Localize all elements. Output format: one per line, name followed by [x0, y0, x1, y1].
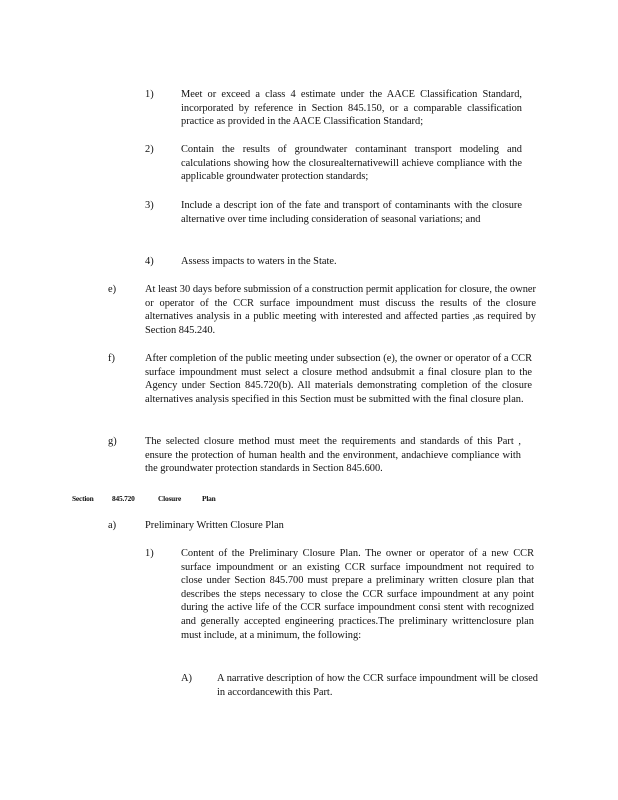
item-text: Include a descript ion of the fate and transport of contaminants with the closure alternative over time including consideration of seasonal variations; and: [181, 200, 522, 225]
section-title-word: Closure: [158, 494, 182, 503]
item-text: At least 30 days before submission of a construction permit application for closure, the owner or operator of the CCR surface impoundment must discuss the results of the closure alternatives analysis in a public meeting with interested and affected parties ,as required by Section 845.240.: [145, 284, 536, 336]
subsection-title: Preliminary Written Closure Plan: [145, 520, 284, 531]
item-label: 4): [145, 256, 154, 267]
item-label: 1): [145, 548, 154, 559]
item-text: Contain the results of groundwater contaminant transport modeling and calculations showing how the closurealternativewill achieve compliance with the applicable groundwater protection standards;: [181, 144, 522, 183]
item-label: g): [108, 436, 117, 447]
item-label: 2): [145, 144, 154, 155]
section-word: Section: [72, 494, 94, 503]
item-label: 3): [145, 200, 154, 211]
subsection-label: a): [108, 520, 117, 531]
item-text: The selected closure method must meet the requirements and standards of this Part , ensure the protection of human health and the environment, andachieve compliance with the groundwater protection standards in Section 845.600.: [145, 436, 521, 475]
section-number: 845.720: [112, 494, 135, 503]
item-label: 1): [145, 89, 154, 100]
item-text: Assess impacts to waters in the State.: [181, 256, 337, 267]
item-label: A): [181, 673, 192, 684]
item-text: After completion of the public meeting under subsection (e), the owner or operator of a CCR surface impoundment must select a closure method andsubmit a final closure plan to the Agency under Section 845.720(b). All materials demonstrating completion of the closure alternatives analysis specified in this Section must be submitted with the final closure plan.: [145, 353, 532, 405]
item-text: Content of the Preliminary Closure Plan. The owner or operator of a new CCR surface impoundment or an existing CCR surface impoundment not required to close under Section 845.700 must prepare a preliminary written closure plan that describes the steps necessary to close the CCR surface impoundment at any point during the active life of the CCR surface impoundment consi stent with recognized and generally accepted engineering practices.The preliminary writtenclosure plan must include, at a minimum, the following:: [181, 548, 534, 641]
section-title-word: Plan: [202, 494, 216, 503]
item-text: Meet or exceed a class 4 estimate under the AACE Classification Standard, incorporated by reference in Section 845.150, or a comparable classification practice as provided in the AACE Classification Standard;: [181, 89, 522, 128]
item-label: f): [108, 353, 115, 364]
item-label: e): [108, 284, 117, 295]
item-text: A narrative description of how the CCR surface impoundment will be closed in accordancewith this Part.: [217, 673, 538, 698]
